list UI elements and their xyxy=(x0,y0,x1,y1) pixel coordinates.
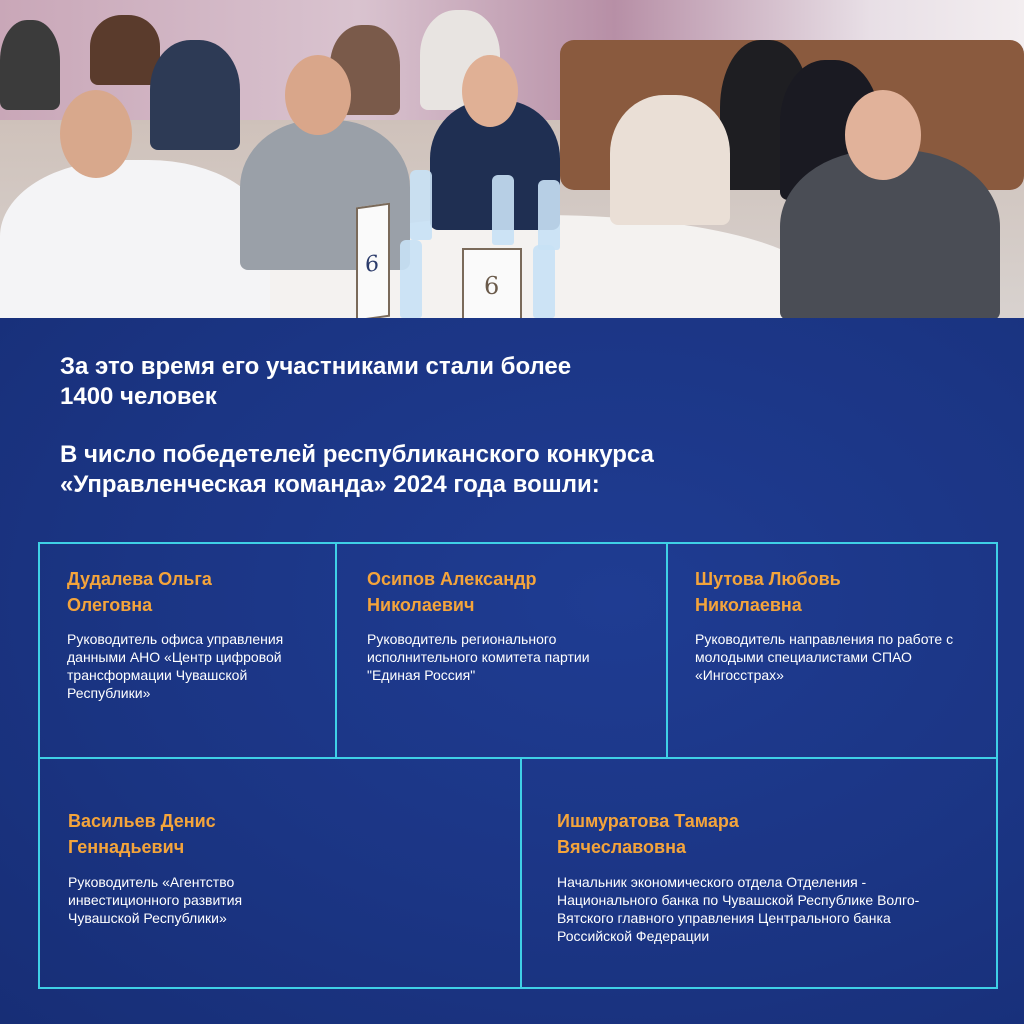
table-number-card xyxy=(462,248,522,318)
winner-role: Руководитель офиса управления данными АНО «Центр цифровой трансформации Чувашской Республики» xyxy=(67,631,284,701)
winner-role: Руководитель регионального исполнительного комитета партии "Единая Россия" xyxy=(367,631,590,683)
winner-role: Начальник экономического отдела Отделения - Национального банка по Чувашской Республике Волго-Вятского главного управления Центрального банка Российской Федерации xyxy=(557,874,920,944)
water-bottle xyxy=(533,245,555,318)
winner-name: Ишмуратова Тамара Вячеславовна xyxy=(557,811,739,857)
photo-person xyxy=(90,15,160,85)
event-photo xyxy=(0,0,1024,318)
photo-person xyxy=(150,40,240,150)
headline-winners-intro: В число победетелей республиканского конкурса «Управленческая команда» 2024 года вошли: xyxy=(60,441,654,498)
headline-participants: За это время его участниками стали более 1400 человек xyxy=(60,353,572,410)
winner-name: Осипов Александр Николаевич xyxy=(367,569,537,615)
water-bottle xyxy=(492,175,514,245)
winner-name: Шутова Любовь Николаевна xyxy=(695,569,841,615)
photo-person-head xyxy=(462,55,518,127)
water-bottle xyxy=(410,170,432,240)
photo-person xyxy=(610,95,730,225)
photo-person-head xyxy=(845,90,921,180)
water-bottle xyxy=(538,180,560,250)
table-number: 6 xyxy=(365,251,379,279)
water-bottle xyxy=(400,240,422,318)
winner-name: Дудалева Ольга Олеговна xyxy=(67,569,212,615)
photo-person xyxy=(0,160,270,318)
photo-person-head xyxy=(60,90,132,178)
winner-role: Руководитель направления по работе с молодыми специалистами СПАО «Ингосстрах» xyxy=(695,631,954,683)
table-number-card xyxy=(356,203,390,318)
winner-role: Руководитель «Агентство инвестиционного развития Чувашской Республики» xyxy=(68,874,243,926)
photo-person xyxy=(0,20,60,110)
winner-name: Васильев Денис Геннадьевич xyxy=(68,811,216,857)
photo-person-head xyxy=(285,55,351,135)
table-number: 6 xyxy=(484,272,500,300)
